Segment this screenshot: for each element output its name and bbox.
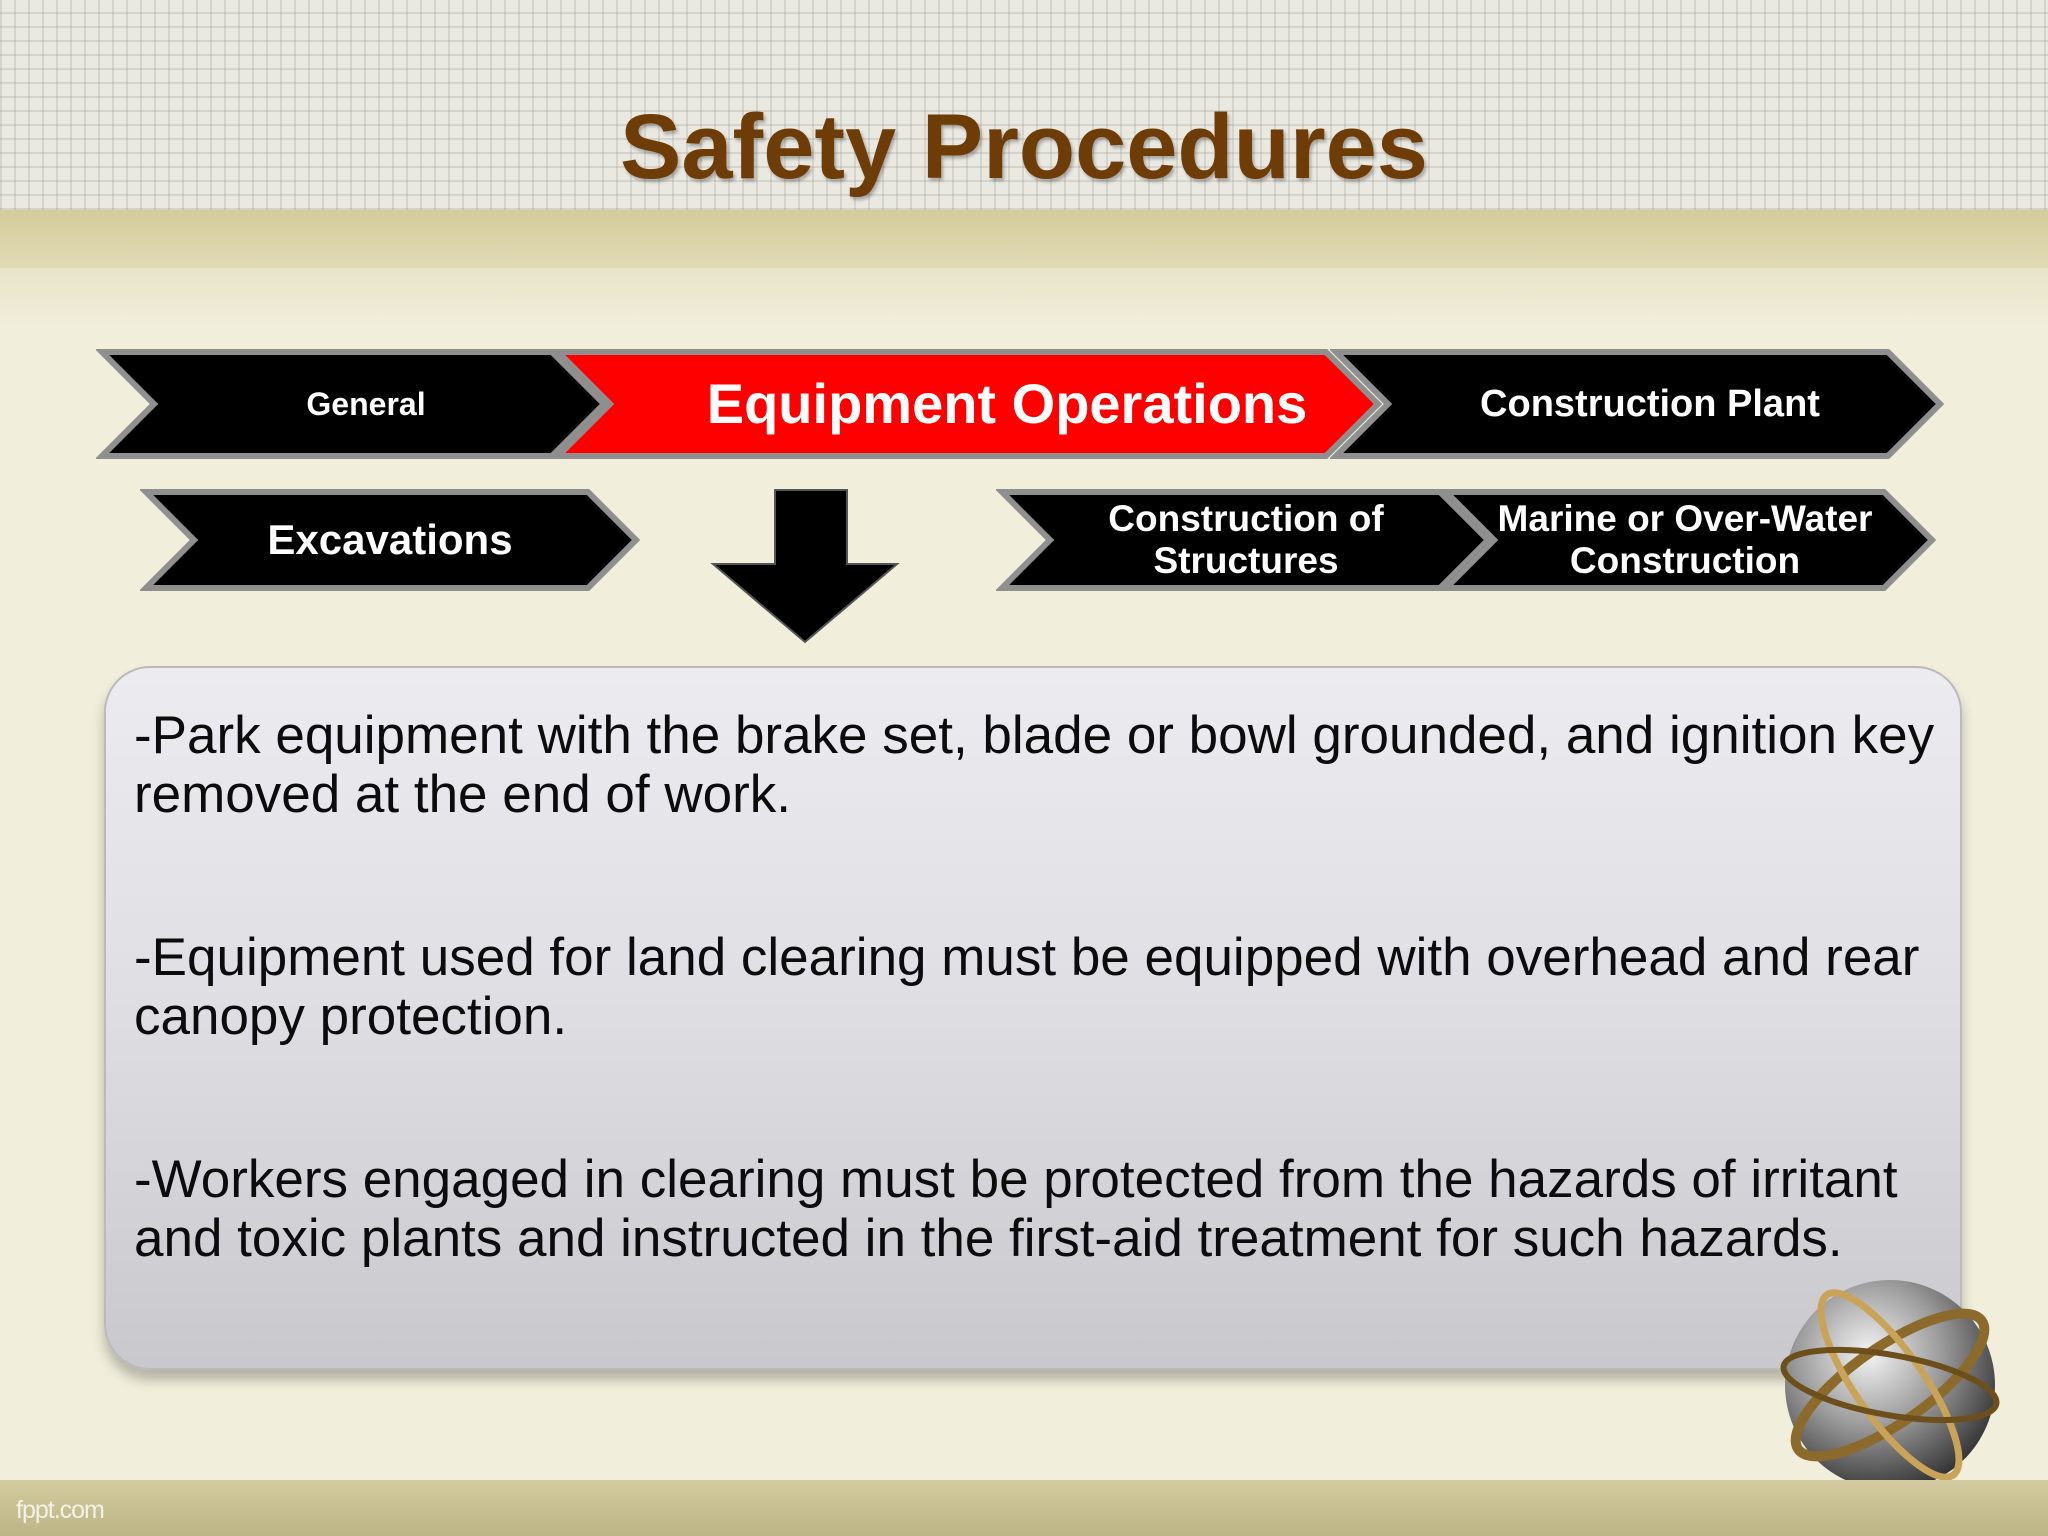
nav-chevron-excavations[interactable] bbox=[140, 486, 644, 598]
header-fade bbox=[0, 268, 2048, 328]
down-arrow-icon bbox=[705, 488, 905, 648]
nav-label-marine-construction: Marine or Over-Water Construction bbox=[1497, 498, 1873, 581]
nav-chevron-construction-of-structures[interactable] bbox=[996, 486, 1496, 598]
header-stripe bbox=[0, 210, 2048, 268]
nav-chevron-construction-plant[interactable] bbox=[1330, 344, 1950, 464]
nav-label-general: General bbox=[306, 385, 426, 422]
nav-label-equipment-operations: Equipment Operations bbox=[706, 372, 1308, 436]
nav-label-excavations: Excavations bbox=[267, 516, 513, 564]
content-paragraph-2: -Equipment used for land clearing must be equipped with overhead and rear canopy protection. bbox=[134, 928, 1920, 1046]
slide-title: Safety Procedures bbox=[620, 96, 1428, 198]
footer-band bbox=[0, 1480, 2048, 1536]
nav-chevron-general[interactable] bbox=[96, 344, 616, 464]
nav-label-construction-plant: Construction Plant bbox=[1480, 382, 1820, 425]
content-panel bbox=[104, 666, 1962, 1370]
nav-label-construction-of-structures: Construction of Structures bbox=[1108, 498, 1384, 581]
content-paragraph-3: -Workers engaged in clearing must be protected from the hazards of irritant and toxic plants and instructed in the first-aid treatment for such hazards. bbox=[134, 1150, 1898, 1268]
footer-brand: fppt.com bbox=[16, 1496, 104, 1524]
nav-chevron-equipment-operations[interactable] bbox=[552, 344, 1392, 464]
content-paragraph-1: -Park equipment with the brake set, blade or bowl grounded, and ignition key removed at the end of work. bbox=[134, 706, 1935, 824]
nav-chevron-marine-construction[interactable] bbox=[1440, 486, 1940, 598]
decorative-globe bbox=[1760, 1260, 2010, 1510]
